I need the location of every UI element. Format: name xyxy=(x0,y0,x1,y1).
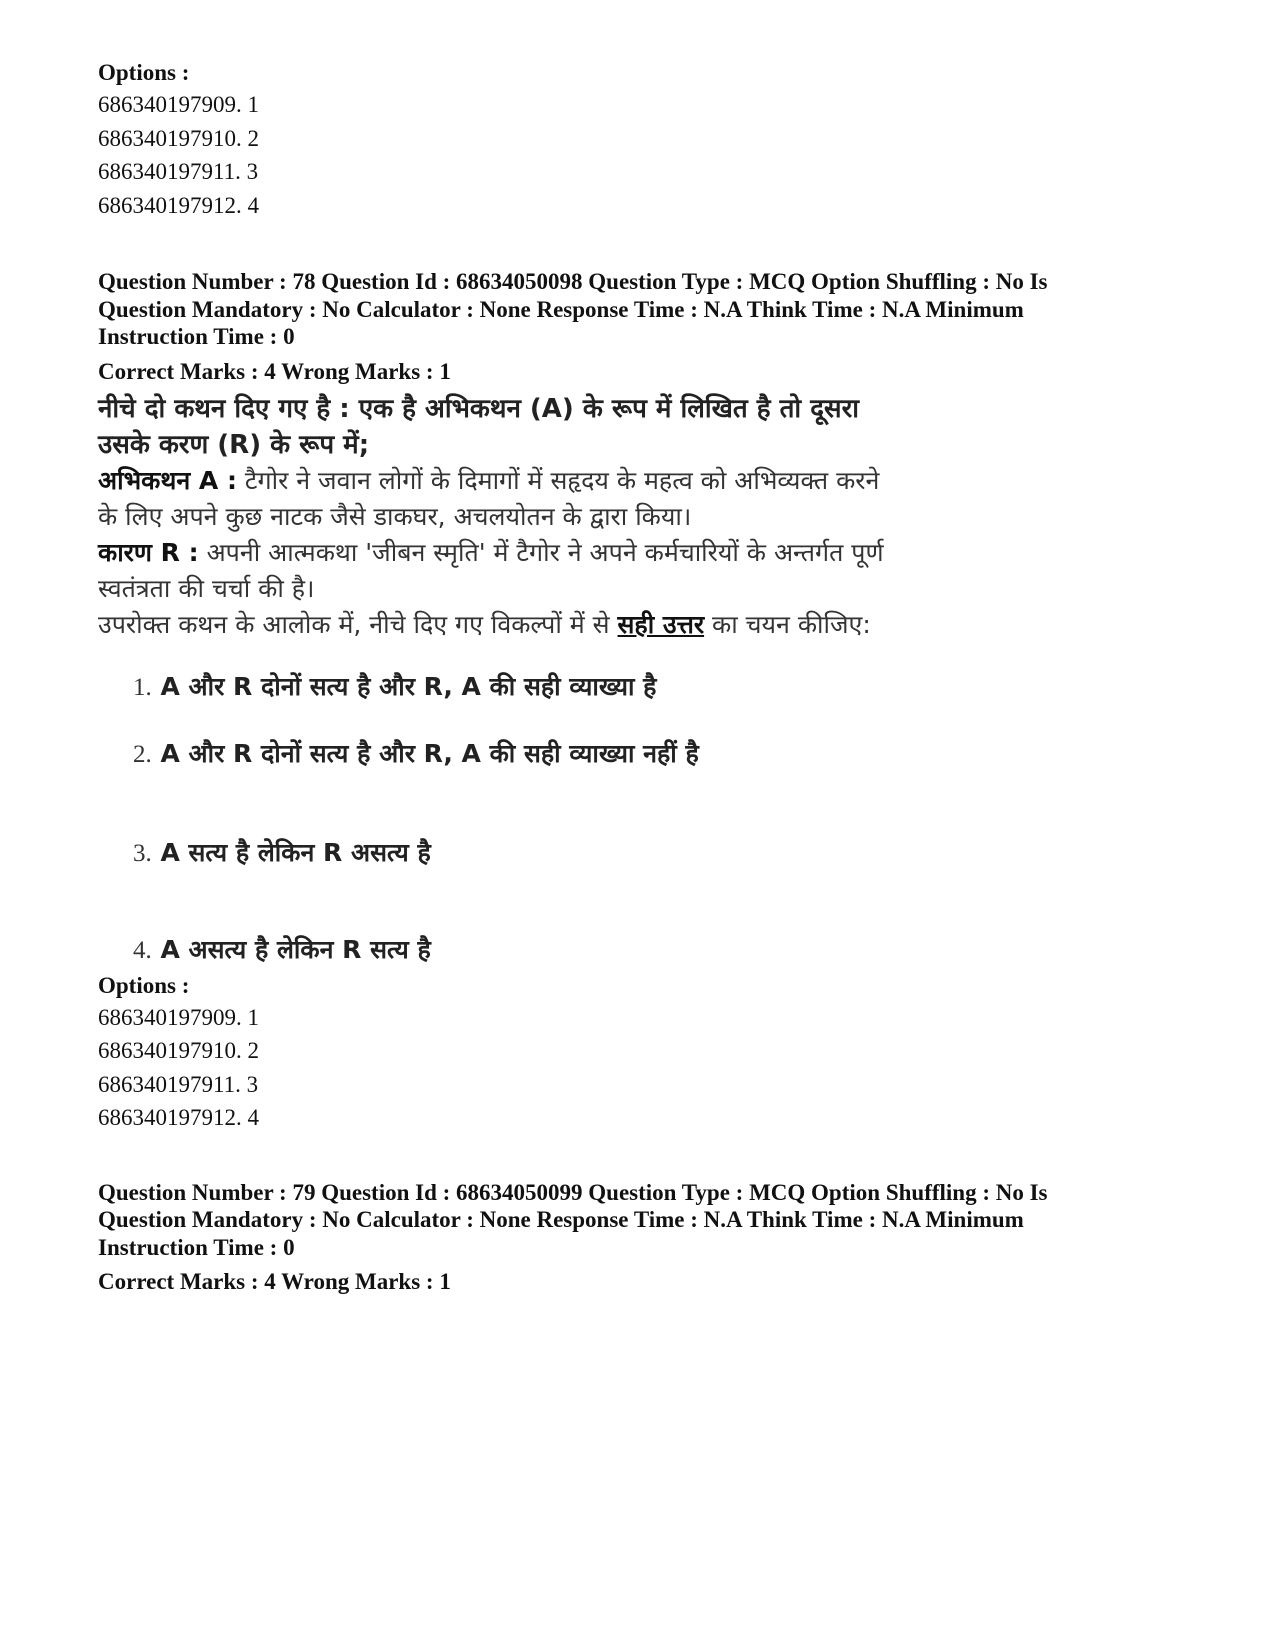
document-page xyxy=(98,58,1178,1297)
choice-number: 1. xyxy=(133,673,152,701)
option-item: 686340197909. 1 xyxy=(98,1004,259,1030)
option-item: 686340197912. 4 xyxy=(98,192,259,218)
choice-1 xyxy=(133,667,1178,708)
instruction-text-end: का चयन कीजिए: xyxy=(704,609,871,639)
intro-line: उसके करण (R) के रूप में; xyxy=(98,429,370,460)
question-meta-line: Instruction Time : 0 xyxy=(98,324,295,349)
question-body xyxy=(98,391,1178,971)
reason-text: अपनी आत्मकथा 'जीबन स्मृति' में टैगोर ने अपने कर्मचारियों के अन्तर्गत पूर्ण xyxy=(198,537,884,567)
assertion-text: टैगोर ने जवान लोगों के दिमागों में सहृदय के महत्व को अभिव्यक्त करने xyxy=(236,465,880,495)
options-label: Options : xyxy=(98,972,190,998)
reason-label: कारण R : xyxy=(98,537,199,567)
choice-4 xyxy=(133,930,1178,971)
option-item: 686340197911. 3 xyxy=(98,159,259,184)
choice-text: A और R दोनों सत्य है और R, A की सही व्याख्या नहीं है xyxy=(160,738,699,768)
choice-number: 4. xyxy=(133,936,152,964)
instruction-text: उपरोक्त कथन के आलोक में, नीचे दिए गए विकल्पों में से xyxy=(98,609,618,639)
question-meta-line: Instruction Time : 0 xyxy=(98,1234,295,1260)
choice-number: 3. xyxy=(133,839,152,867)
option-item: 686340197911. 3 xyxy=(98,1071,259,1097)
choice-3 xyxy=(133,833,1178,874)
assertion-continued: के लिए अपने कुछ नाटक जैसे डाकघर, अचलयोतन के द्वारा किया। xyxy=(98,501,692,531)
intro-line: नीचे दो कथन दिए गए है : एक है अभिकथन (A) के रूप में लिखित है तो दूसरा xyxy=(98,393,859,424)
assertion xyxy=(98,463,1178,499)
question-meta-line: Question Number : 78 Question Id : 68634050098 Question Type : MCQ Option Shuffling : No Is xyxy=(98,269,1048,294)
question-marks: Correct Marks : 4 Wrong Marks : 1 xyxy=(98,358,451,384)
option-item: 686340197909. 1 xyxy=(98,92,259,117)
answer-choices xyxy=(133,667,1178,971)
choice-text: A और R दोनों सत्य है और R, A की सही व्याख्या है xyxy=(160,671,657,701)
top-options-block xyxy=(98,58,1178,222)
question-78 xyxy=(98,268,1178,1135)
choice-2 xyxy=(133,734,1178,775)
question-79 xyxy=(98,1179,1178,1298)
assertion-label: अभिकथन A : xyxy=(98,465,237,495)
reason-continued: स्वतंत्रता की चर्चा की है। xyxy=(98,573,315,603)
options-label: Options : xyxy=(98,60,190,85)
options-block xyxy=(98,971,1178,1135)
instruction xyxy=(98,607,1178,643)
option-item: 686340197910. 2 xyxy=(98,1038,259,1063)
choice-number: 2. xyxy=(133,740,152,768)
question-meta-line: Question Mandatory : No Calculator : None Response Time : N.A Think Time : N.A Minimum xyxy=(98,1207,1024,1232)
choice-text: A असत्य है लेकिन R सत्य है xyxy=(160,934,431,964)
instruction-emphasis: सही उत्तर xyxy=(617,609,705,639)
question-marks: Correct Marks : 4 Wrong Marks : 1 xyxy=(98,1269,451,1294)
reason xyxy=(98,535,1178,571)
option-item: 686340197912. 4 xyxy=(98,1105,259,1130)
question-meta-line: Question Number : 79 Question Id : 68634050099 Question Type : MCQ Option Shuffling : No Is xyxy=(98,1179,1048,1205)
option-item: 686340197910. 2 xyxy=(98,125,259,151)
choice-text: A सत्य है लेकिन R असत्य है xyxy=(160,837,431,867)
question-meta-line: Question Mandatory : No Calculator : None Response Time : N.A Think Time : N.A Minimum xyxy=(98,296,1024,322)
